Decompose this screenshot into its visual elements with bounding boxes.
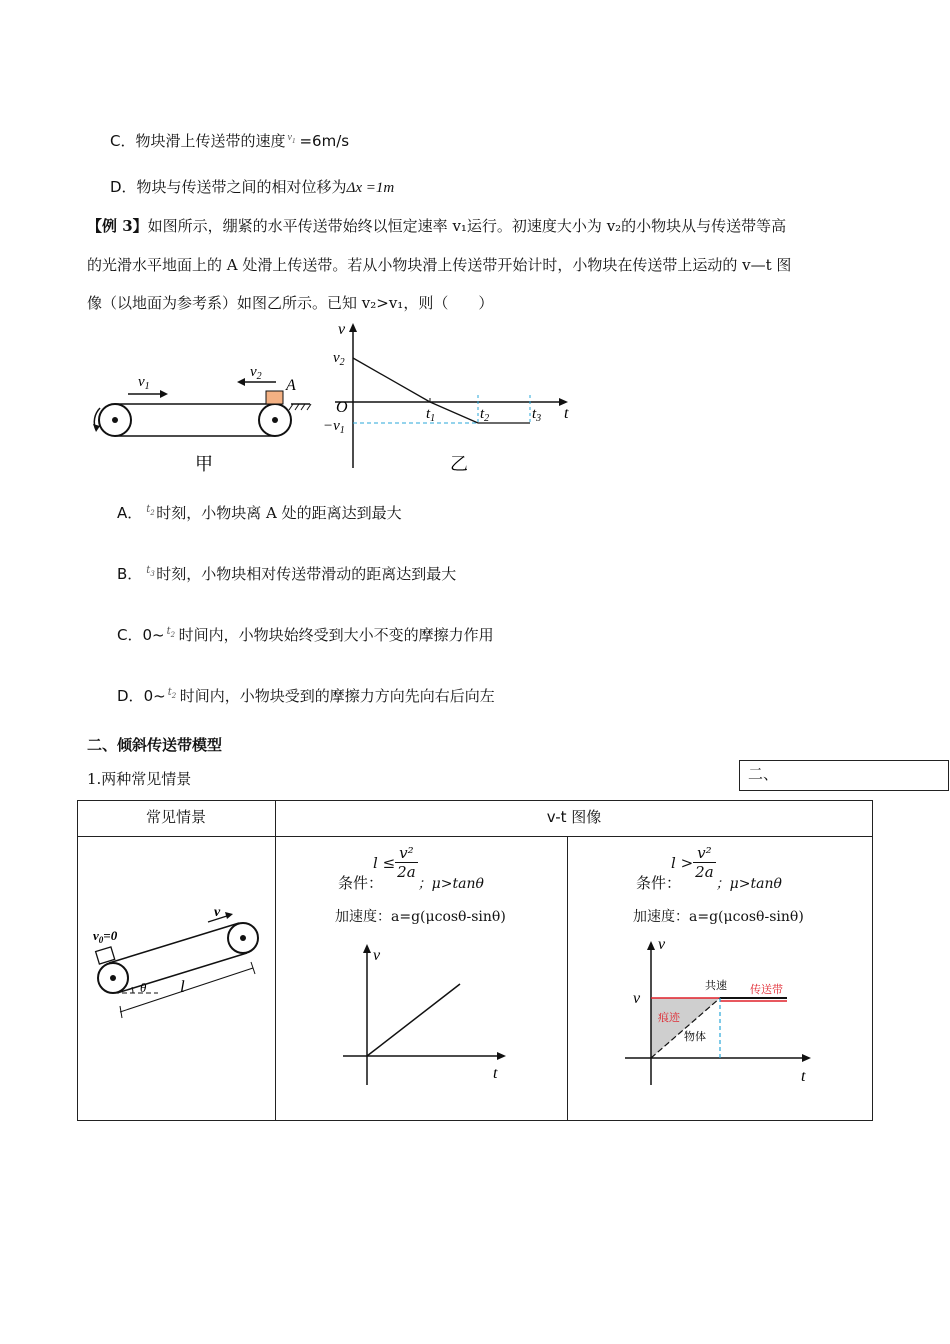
case1-axis-v: v <box>373 947 381 964</box>
section2-heading: 二、倾斜传送带模型 <box>87 736 223 754</box>
case1-condition: 条件：l ≤ $\frac{\text{v²}}{2a}$ ；μ>tanθ <box>338 844 484 892</box>
case1-fraction: $\frac{\text{v²}}{2a}$ <box>397 844 416 881</box>
incline-l-label: l <box>180 977 185 996</box>
incline-v-label: v <box>214 905 221 920</box>
option-c-eq: =6m/s <box>299 132 350 150</box>
boxed-label: 二、 <box>739 760 949 791</box>
figure-conveyor-and-vt <box>80 318 580 478</box>
case1-vt-graph <box>335 940 510 1090</box>
option-d-top <box>110 176 394 197</box>
vt-graph-horizontal <box>323 321 569 468</box>
case2-vt-graph <box>625 935 820 1090</box>
example3-label: 【例 3】 <box>87 217 148 235</box>
block-a <box>266 391 283 404</box>
incline-theta-label: θ <box>140 980 147 995</box>
choice-a-var: $t_2$ <box>146 504 155 517</box>
case2-v-mark: v <box>633 990 641 1007</box>
horizontal-conveyor-diagram <box>93 364 311 436</box>
caption-jia: 甲 <box>195 454 213 474</box>
t3-label: $t_3$ <box>532 406 542 424</box>
choice-c[interactable]: C．0~ $t_2$ 时间内，小物块始终受到大小不变的摩擦力作用 <box>117 626 494 644</box>
example3-line2: 的光滑水平地面上的 A 处滑上传送带。若从小物块滑上传送带开始计时，小物块在传送带上运动的 v—t 图 <box>87 256 792 274</box>
example3-line3: 像（以地面为参考系）如图乙所示。已知 v₂>v₁，则（ ） <box>87 294 494 312</box>
case2-accel: 加速度：a=g(μcosθ-sinθ) <box>633 909 804 925</box>
case2-condition: 条件：l > $\frac{\text{v²}}{2a}$ ；μ>tanθ <box>636 844 782 892</box>
label-object: 物体 <box>684 1031 706 1043</box>
option-d-expr: Δx =1m <box>346 180 395 196</box>
v2-axis-label: $v_2$ <box>333 350 345 368</box>
axis-t-label: t <box>564 405 569 422</box>
header-right: v-t 图像 <box>546 808 602 826</box>
label-trace: 痕迹 <box>658 1012 680 1024</box>
t2-label: $t_2$ <box>480 406 490 424</box>
case1-accel: 加速度：a=g(μcosθ-sinθ) <box>335 909 506 925</box>
choice-b[interactable]: B． $t_3$ 时刻，小物块相对传送带滑动的距离达到最大 <box>117 565 457 583</box>
choice-a[interactable]: A． $t_2$ 时刻，小物块离 A 处的距离达到最大 <box>117 504 402 522</box>
case1-axis-t: t <box>493 1065 498 1082</box>
option-d-prefix: D．物块与传送带之间的相对位移为 <box>110 178 347 196</box>
case2-axis-t: t <box>801 1068 806 1085</box>
origin-label: O <box>336 399 348 416</box>
option-c-prefix: C．物块滑上传送带的速度 <box>110 132 286 150</box>
choice-d-var: $t_2$ <box>167 687 177 700</box>
case2-axis-v: v <box>658 936 666 953</box>
example3-text1: 如图所示，绷紧的水平传送带始终以恒定速率 v₁运行。初速度大小为 v₂的小物块从与传送带等高 <box>147 217 787 235</box>
label-v1: $v_1$ <box>138 374 150 392</box>
caption-yi: 乙 <box>450 454 468 474</box>
incline-conveyor-diagram <box>88 900 268 1025</box>
t1-label: $t_1$ <box>426 406 436 424</box>
example3-line1 <box>87 215 786 236</box>
label-belt: 传送带 <box>750 984 783 996</box>
case2-fraction: $\frac{\text{v²}}{2a}$ <box>695 844 714 881</box>
neg-v1-label: $-v_1$ <box>323 418 345 436</box>
label-a: A <box>286 377 296 394</box>
option-c-var: $v_1$ <box>287 132 296 145</box>
choice-d[interactable]: D．0~ $t_2$ 时间内，小物块受到的摩擦力方向先向右后向左 <box>117 687 495 705</box>
choice-b-var: $t_3$ <box>146 565 155 578</box>
choice-c-var: $t_2$ <box>166 626 176 639</box>
section2-sub: 1.两种常见情景 <box>87 770 192 788</box>
axis-v-label: v <box>338 321 346 338</box>
incline-v0-label: $v_0=0$ <box>93 928 118 945</box>
label-v2: $v_2$ <box>250 364 262 382</box>
case1-vt-line <box>367 984 460 1056</box>
header-left: 常见情景 <box>145 808 206 826</box>
label-common-speed: 共速 <box>705 980 727 992</box>
option-c-top <box>110 130 349 151</box>
